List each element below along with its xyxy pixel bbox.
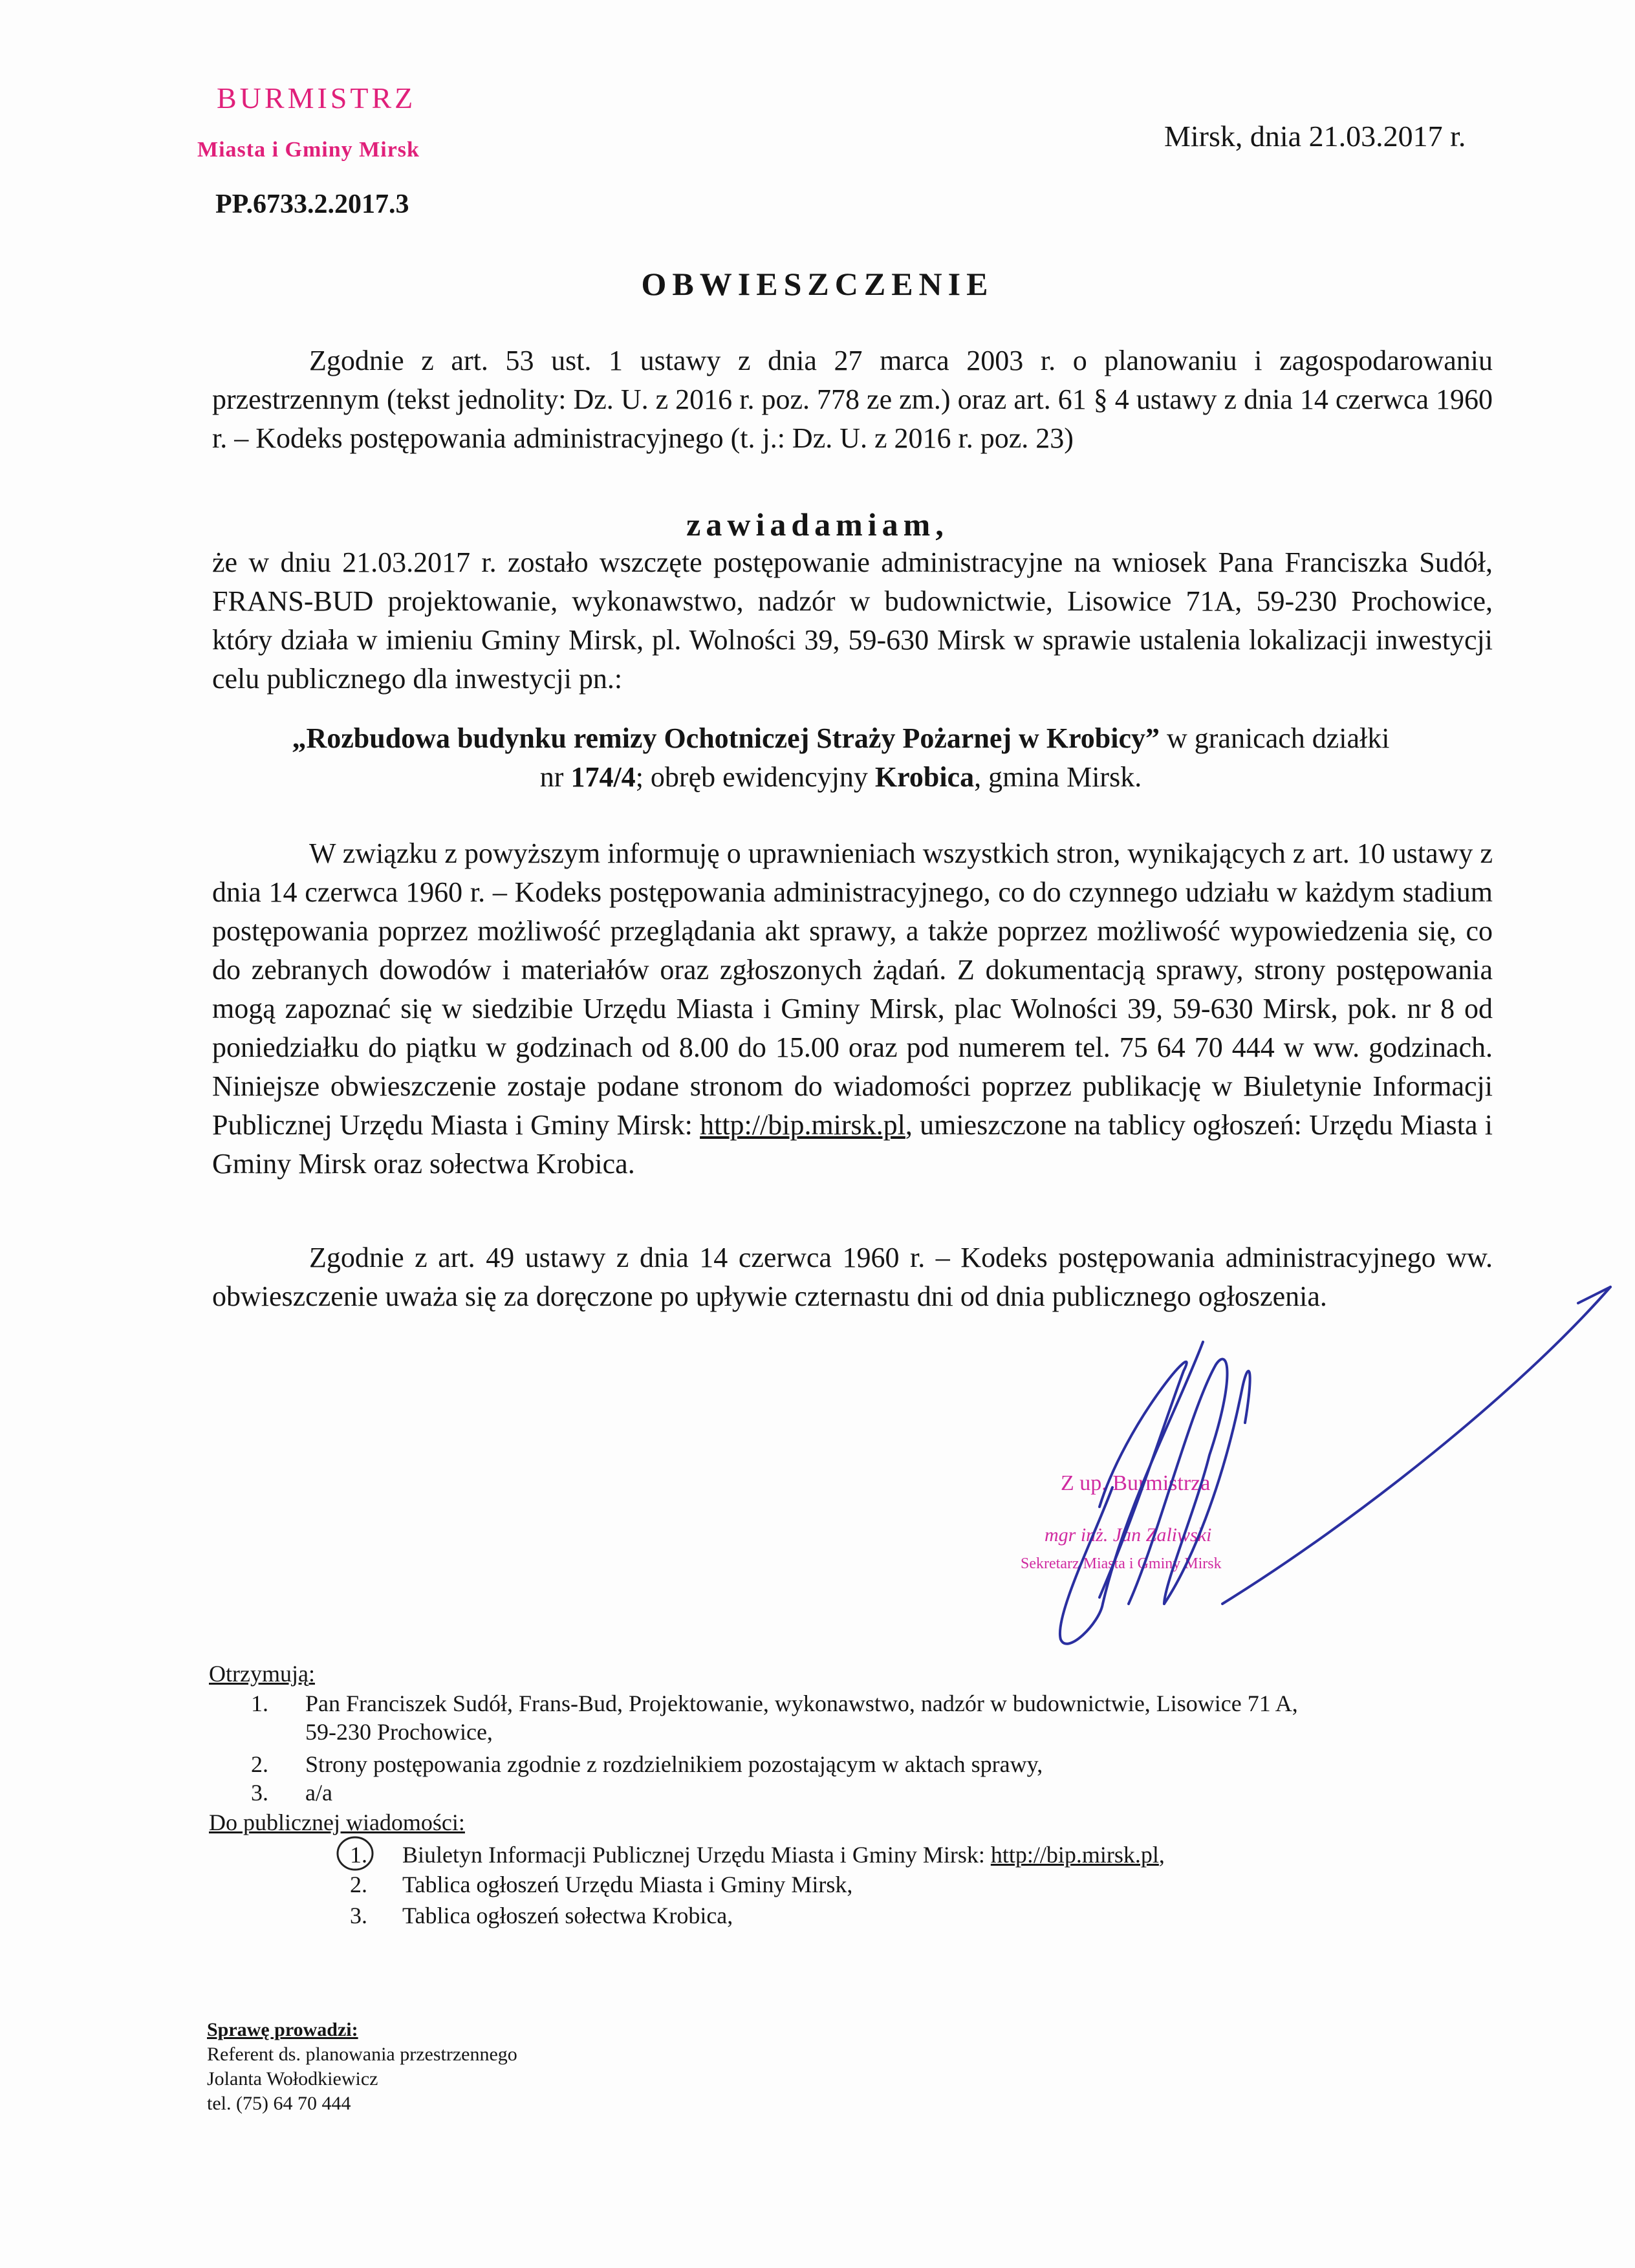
village-name: Krobica bbox=[874, 761, 975, 793]
recipients-heading: Otrzymują: bbox=[209, 1661, 315, 1687]
parcel-number: 174/4 bbox=[570, 761, 636, 793]
signature-stamp-line3: Sekretarz Miasta i Gminy Mirsk bbox=[1021, 1555, 1222, 1572]
public-bip-link[interactable]: http://bip.mirsk.pl bbox=[990, 1842, 1159, 1868]
signature-stamp-line2: mgr inż. Jan Zaliwski bbox=[1045, 1524, 1212, 1546]
announce-heading: zawiadamiam, bbox=[686, 506, 949, 543]
project-name: „Rozbudowa budynku remizy Ochotniczej Straży Pożarnej w Krobicy” bbox=[292, 722, 1160, 754]
public-heading: Do publicznej wiadomości: bbox=[209, 1809, 465, 1835]
body2-text: W związku z powyższym informuję o uprawnieniach wszystkich stron, wynikających z art. 10 ustawy z dnia 14 czerwca 1960 r. – Kodeks postępowania administracyjnego, co do czynnego udziału w każdym stadium postępowania poprzez możliwość przeglądania akt sprawy, a także poprzez możliwość wypowiedzenia się, co do zebranych dowodów i materiałów oraz zgłoszonych żądań. Z dokumentacją sprawy, strony postępowania mogą zapoznać się w siedzibie Urzędu Miasta i Gminy Mirsk, plac Wolności 39, 59-630 Mirsk, pok. nr 8 od poniedziałku do piątku w godzinach od 8.00 do 15.00 oraz pod numerem tel. 75 64 70 444 w ww. godzinach. Niniejsze obwieszczenie zostaje podane stronom do wiadomości poprzez publikację w Biuletynie Informacji Publicznej Urzędu Miasta i Gminy Mirsk: bbox=[212, 837, 1493, 1141]
subject-obreb: ; obręb ewidencyjny bbox=[635, 761, 875, 793]
document-title: OBWIESZCZENIE bbox=[641, 266, 994, 302]
public-1-label: Biuletyn Informacji Publicznej Urzędu Miasta i Gminy Mirsk: bbox=[402, 1842, 991, 1868]
bip-link[interactable]: http://bip.mirsk.pl bbox=[700, 1109, 905, 1141]
footer-heading: Sprawę prowadzi: bbox=[207, 2019, 358, 2040]
body2-tail: , umieszczone na tablicy ogłoszeń: Urzędu Miasta i Gminy Mirsk oraz sołectwa Krobica. bbox=[212, 1109, 1493, 1180]
circle-mark-icon bbox=[335, 1834, 375, 1873]
body-paragraph-3: Zgodnie z art. 49 ustawy z dnia 14 czerwca 1960 r. – Kodeks postępowania administracyjnego ww. obwieszczenie uważa się za doręczone po upływie czternastu dni od dnia publicznego ogłoszenia. bbox=[212, 1242, 1493, 1312]
recipient-1-text: Pan Franciszek Sudół, Frans-Bud, Projektowanie, wykonawstwo, nadzór w budownictwie, Lisowice 71 A, bbox=[305, 1690, 1298, 1716]
body-paragraph-1: że w dniu 21.03.2017 r. zostało wszczęte postępowanie administracyjne na wniosek Pana Franciszka Sudół, FRANS-BUD projektowanie, wykonawstwo, nadzór w budownictwie, Lisowice 71A, 59-230 Prochowice, który działa w imieniu Gminy Mirsk, pl. Wolności 39, 59-630 Mirsk w sprawie ustalenia lokalizacji inwestycji celu publicznego dla inwestycji pn.: bbox=[212, 546, 1493, 695]
public-2-text: Tablica ogłoszeń Urzędu Miasta i Gminy Mirsk, bbox=[402, 1872, 853, 1897]
footer-name: Jolanta Wołodkiewicz bbox=[207, 2068, 378, 2090]
recipient-3-text: a/a bbox=[305, 1780, 332, 1806]
subject-nr-prefix: nr bbox=[539, 761, 571, 793]
recipient-2-num: 2. bbox=[251, 1751, 268, 1777]
stamp-subtitle: Miasta i Gminy Mirsk bbox=[197, 138, 420, 162]
public-2-num: 2. bbox=[350, 1872, 367, 1897]
footer-block bbox=[207, 2018, 517, 2116]
recipient-1-num: 1. bbox=[251, 1690, 268, 1716]
footer-phone: tel. (75) 64 70 444 bbox=[207, 2093, 351, 2114]
public-1-text bbox=[402, 1841, 1165, 1869]
recipient-2-text: Strony postępowania zgodnie z rozdzielnikiem pozostającym w aktach sprawy, bbox=[305, 1751, 1043, 1777]
subject-within: w granicach działki bbox=[1160, 722, 1390, 754]
footer-role: Referent ds. planowania przestrzennego bbox=[207, 2044, 517, 2065]
stamp-title: BURMISTRZ bbox=[217, 81, 417, 114]
public-3-num: 3. bbox=[350, 1903, 367, 1928]
recipient-3-num: 3. bbox=[251, 1780, 268, 1806]
signature-stamp-line1: Z up. Burmistrza bbox=[1061, 1471, 1211, 1495]
case-reference: PP.6733.2.2017.3 bbox=[215, 189, 409, 219]
intro-paragraph: Zgodnie z art. 53 ust. 1 ustawy z dnia 27 marca 2003 r. o planowaniu i zagospodarowaniu przestrzennym (tekst jednolity: Dz. U. z 2016 r. poz. 778 ze zm.) oraz art. 61 § 4 ustawy z dnia 14 czerwca 1960 r. – Kodeks postępowania administracyjnego (t. j.: Dz. U. z 2016 r. poz. 23) bbox=[212, 345, 1493, 454]
public-1-num: 1. bbox=[350, 1842, 367, 1868]
public-1-tail: , bbox=[1158, 1842, 1165, 1868]
place-date: Mirsk, dnia 21.03.2017 r. bbox=[1164, 120, 1466, 153]
recipient-1-text2: 59-230 Prochowice, bbox=[305, 1719, 493, 1745]
subject-gmina: , gmina Mirsk. bbox=[974, 761, 1142, 793]
public-3-text: Tablica ogłoszeń sołectwa Krobica, bbox=[402, 1903, 733, 1928]
